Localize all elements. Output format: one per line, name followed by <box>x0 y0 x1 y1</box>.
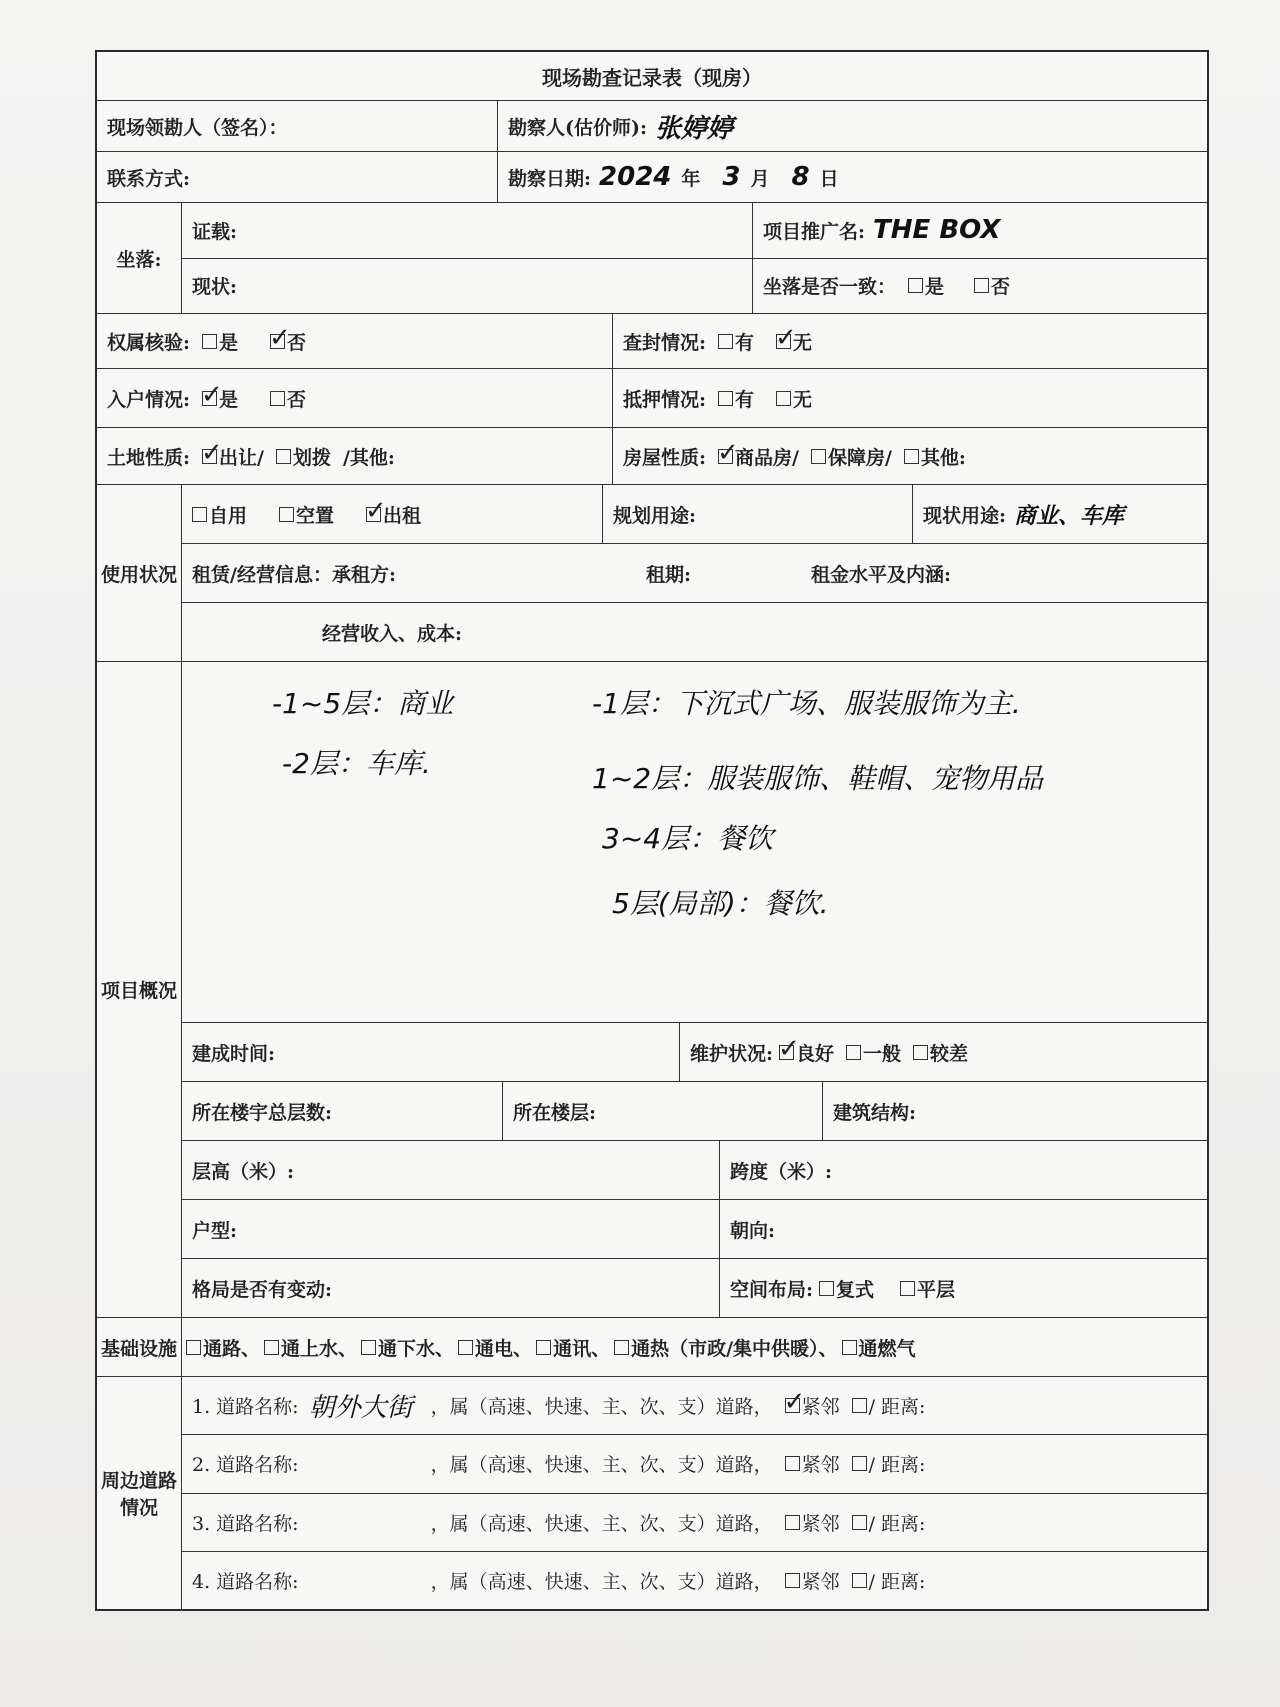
road-4-distance-label: / 距离: <box>868 1570 926 1593</box>
flat-label: 平层 <box>917 1278 956 1301</box>
total-floors-label: 所在楼宇总层数: <box>192 1101 333 1124</box>
floor-field[interactable] <box>502 1082 822 1140</box>
location-consistent-label: 坐落是否一致： <box>763 276 897 299</box>
road-4-prefix: 4. 道路名称: <box>192 1570 299 1593</box>
consistent-no-checkbox[interactable] <box>974 278 989 293</box>
layout-type-label: 户型: <box>192 1219 238 1242</box>
commercial-house-label: 商品房/ <box>735 446 799 469</box>
infra-road-label: 通路、 <box>203 1337 261 1360</box>
road-2-field <box>182 1435 1207 1492</box>
infra-telecom-checkbox[interactable] <box>536 1340 551 1355</box>
house-nature-field <box>612 428 1207 484</box>
note-garage: -2层：车库. <box>282 747 431 780</box>
normal-label: 一般 <box>863 1042 902 1065</box>
road-1-prefix: 1. 道路名称: <box>192 1396 299 1419</box>
maintenance-good-checkbox[interactable] <box>779 1045 794 1060</box>
land-nature-field <box>97 428 612 484</box>
project-name-label: 项目推广名: <box>763 220 866 243</box>
self-use-checkbox[interactable] <box>192 507 207 522</box>
infra-drainage-checkbox[interactable] <box>361 1340 376 1355</box>
none-label: 无 <box>793 388 813 411</box>
height-field[interactable] <box>182 1141 719 1199</box>
road-3-type: ，属（高速、快速、主、次、支）道路， <box>430 1512 773 1535</box>
road-1-type: ，属（高速、快速、主、次、支）道路， <box>430 1396 773 1419</box>
infra-water-supply-label: 通上水、 <box>281 1337 358 1360</box>
road-1-adjacent-label: 紧邻 <box>801 1396 840 1419</box>
road-4-type: ，属（高速、快速、主、次、支）道路， <box>430 1570 773 1593</box>
total-floors-field[interactable] <box>182 1082 502 1140</box>
infra-drainage-label: 通下水、 <box>378 1337 455 1360</box>
note-dining-3-4: 3~4层：餐饮 <box>602 822 774 855</box>
usage-label: 使用状况 <box>97 485 182 661</box>
cert-label: 证载: <box>192 220 238 243</box>
planned-use-field[interactable] <box>602 485 912 543</box>
entry-row <box>97 368 1207 427</box>
note-sunken-plaza: -1层：下沉式广场、服装服饰为主. <box>592 687 1021 720</box>
build-time-label: 建成时间: <box>192 1042 276 1065</box>
infra-power-checkbox[interactable] <box>458 1340 473 1355</box>
road-3-adjacent-checkbox[interactable] <box>785 1515 800 1530</box>
current-use-field[interactable] <box>912 485 1207 543</box>
entry-yes-checkbox[interactable] <box>202 391 217 406</box>
seizure-none-checkbox[interactable] <box>776 334 791 349</box>
road-4-field <box>182 1552 1207 1609</box>
transfer-label: 出让/ <box>219 446 264 469</box>
vacant-checkbox[interactable] <box>279 507 294 522</box>
orientation-label: 朝向: <box>730 1219 776 1242</box>
duplex-checkbox[interactable] <box>819 1281 834 1296</box>
other-house-label: 其他: <box>920 446 966 469</box>
good-label: 良好 <box>796 1042 835 1065</box>
yes-label: 是 <box>219 331 239 354</box>
income-field[interactable] <box>182 603 1207 661</box>
location-label: 坐落: <box>97 203 182 313</box>
allocate-label: 划拨 <box>292 446 331 469</box>
road-1-name[interactable]: 朝外大街 <box>308 1393 413 1424</box>
road-4-adjacent-checkbox[interactable] <box>785 1573 800 1588</box>
road-3-distance-label: / 距离: <box>868 1512 926 1535</box>
overview-group <box>97 661 1207 1317</box>
day-label: 日 <box>819 167 839 190</box>
contact-label: 联系方式: <box>107 167 191 190</box>
project-name-field[interactable] <box>752 203 1207 258</box>
duplex-label: 复式 <box>836 1278 875 1301</box>
rented-label: 出租 <box>383 504 422 527</box>
house-nature-label: 房屋性质: <box>623 446 707 469</box>
overview-notes-area[interactable] <box>182 662 1207 1022</box>
cert-location-field[interactable] <box>182 203 752 258</box>
surveyor-signature: 张婷婷 <box>655 113 734 144</box>
surveyor-field[interactable] <box>497 101 1207 151</box>
road-1-distance-label: / 距离: <box>868 1396 926 1419</box>
date-year: 2024 <box>599 162 672 192</box>
height-label: 层高（米）: <box>192 1160 295 1183</box>
no-label: 否 <box>991 276 1011 299</box>
survey-form <box>95 50 1209 1611</box>
layout-type-field[interactable] <box>182 1200 719 1258</box>
infra-road-checkbox[interactable] <box>186 1340 201 1355</box>
ownership-label: 权属核验: <box>107 331 191 354</box>
current-use-value: 商业、车库 <box>1014 503 1125 529</box>
other-land-label: /其他: <box>342 446 395 469</box>
month-label: 月 <box>750 167 770 190</box>
contact-row <box>97 151 1207 202</box>
seizure-have-checkbox[interactable] <box>718 334 733 349</box>
flat-checkbox[interactable] <box>900 1281 915 1296</box>
maintenance-poor-checkbox[interactable] <box>913 1045 928 1060</box>
road-3-distance-checkbox[interactable] <box>852 1515 867 1530</box>
build-time-field[interactable] <box>182 1023 679 1081</box>
road-1-adjacent-checkbox[interactable] <box>785 1398 800 1413</box>
entry-no-checkbox[interactable] <box>270 391 285 406</box>
road-2-distance-label: / 距离: <box>868 1454 926 1477</box>
infra-heating-checkbox[interactable] <box>614 1340 629 1355</box>
guide-row <box>97 100 1207 151</box>
rented-checkbox[interactable] <box>366 507 381 522</box>
no-label: 否 <box>287 388 307 411</box>
ownership-field <box>97 314 612 368</box>
yes-label: 是 <box>925 276 945 299</box>
consistent-yes-checkbox[interactable] <box>908 278 923 293</box>
title-row <box>97 52 1207 100</box>
lease-info-field[interactable] <box>182 544 1207 602</box>
mortgage-field <box>612 369 1207 427</box>
maintenance-field <box>679 1023 1207 1081</box>
have-label: 有 <box>735 388 755 411</box>
seizure-label: 查封情况: <box>623 331 707 354</box>
note-clothing: 1~2层：服装服饰、鞋帽、宠物用品 <box>592 762 1044 795</box>
road-2-prefix: 2. 道路名称: <box>192 1454 299 1477</box>
house-other-checkbox[interactable] <box>904 449 919 464</box>
infra-heating-label: 通热（市政/集中供暖）、 <box>631 1337 838 1360</box>
infra-power-label: 通电、 <box>475 1337 533 1360</box>
status-location-field[interactable] <box>182 259 752 314</box>
date-day: 8 <box>791 162 810 192</box>
ownership-row <box>97 313 1207 368</box>
house-commercial-checkbox[interactable] <box>718 449 733 464</box>
road-2-distance-checkbox[interactable] <box>852 1456 867 1471</box>
span-label: 跨度（米）: <box>730 1160 833 1183</box>
form-title: 现场勘查记录表（现房） <box>542 65 762 90</box>
road-4-adjacent-label: 紧邻 <box>801 1570 840 1593</box>
span-field[interactable] <box>719 1141 1207 1199</box>
affordable-house-label: 保障房/ <box>827 446 892 469</box>
status-label: 现状: <box>192 276 238 299</box>
year-label: 年 <box>681 167 701 190</box>
road-3-field <box>182 1494 1207 1551</box>
land-allocate-checkbox[interactable] <box>276 449 291 464</box>
road-2-adjacent-checkbox[interactable] <box>785 1456 800 1471</box>
road-3-adjacent-label: 紧邻 <box>801 1512 840 1535</box>
road-group <box>97 1376 1207 1609</box>
infra-telecom-label: 通讯、 <box>553 1337 611 1360</box>
road-2-type: ，属（高速、快速、主、次、支）道路， <box>430 1454 773 1477</box>
infrastructure-options <box>182 1318 1207 1376</box>
guide-label: 现场领勘人（签名）： <box>107 116 288 139</box>
maintenance-normal-checkbox[interactable] <box>846 1045 861 1060</box>
date-label: 勘察日期: <box>508 167 592 190</box>
layout-change-label: 格局是否有变动: <box>192 1278 333 1301</box>
current-use-label: 现状用途: <box>923 504 1007 527</box>
land-nature-label: 土地性质: <box>107 446 191 469</box>
guide-signature-field[interactable] <box>97 101 497 151</box>
space-layout-label: 空间布局: <box>730 1278 814 1301</box>
mortgage-have-checkbox[interactable] <box>718 391 733 406</box>
mortgage-none-checkbox[interactable] <box>776 391 791 406</box>
income-label: 经营收入、成本: <box>322 622 463 645</box>
infra-water-supply-checkbox[interactable] <box>264 1340 279 1355</box>
overview-label: 项目概况 <box>97 662 182 1317</box>
road-1-distance-checkbox[interactable] <box>852 1398 867 1413</box>
infrastructure-row <box>97 1317 1207 1376</box>
lease-term-label: 租期: <box>645 563 691 586</box>
road-4-distance-checkbox[interactable] <box>852 1573 867 1588</box>
none-label: 无 <box>793 331 813 354</box>
yes-label: 是 <box>219 388 239 411</box>
land-row <box>97 427 1207 484</box>
project-name-value: THE BOX <box>873 215 1001 246</box>
note-floors-commercial: -1~5层：商业 <box>272 687 454 720</box>
vacant-label: 空置 <box>296 504 335 527</box>
seizure-field <box>612 314 1207 368</box>
survey-date-field[interactable] <box>497 152 1207 202</box>
usage-group <box>97 484 1207 661</box>
rent-label: 租金水平及内涵: <box>810 563 951 586</box>
date-month: 3 <box>722 162 741 192</box>
usage-options <box>182 485 602 543</box>
location-group <box>97 202 1207 313</box>
note-dining-5: 5层(局部)：餐饮. <box>612 887 829 920</box>
layout-change-field[interactable] <box>182 1259 719 1317</box>
location-consistent-field <box>752 259 1207 314</box>
land-transfer-checkbox[interactable] <box>202 449 217 464</box>
poor-label: 较差 <box>930 1042 969 1065</box>
maintenance-label: 维护状况: <box>690 1042 774 1065</box>
road-3-prefix: 3. 道路名称: <box>192 1512 299 1535</box>
road-1-field <box>182 1377 1207 1434</box>
contact-field[interactable] <box>97 152 497 202</box>
no-label: 否 <box>287 331 307 354</box>
entry-field <box>97 369 612 427</box>
structure-label: 建筑结构: <box>833 1101 917 1124</box>
road-2-adjacent-label: 紧邻 <box>801 1454 840 1477</box>
ownership-yes-checkbox[interactable] <box>202 334 217 349</box>
entry-label: 入户情况: <box>107 388 191 411</box>
self-use-label: 自用 <box>209 504 248 527</box>
have-label: 有 <box>735 331 755 354</box>
mortgage-label: 抵押情况: <box>623 388 707 411</box>
infra-gas-label: 通燃气 <box>858 1337 916 1360</box>
space-layout-field <box>719 1259 1207 1317</box>
structure-field[interactable] <box>822 1082 1207 1140</box>
floor-label: 所在楼层: <box>513 1101 597 1124</box>
house-affordable-checkbox[interactable] <box>811 449 826 464</box>
infrastructure-label: 基础设施 <box>97 1318 182 1376</box>
surveyor-label: 勘察人(估价师): <box>508 116 647 139</box>
planned-use-label: 规划用途: <box>613 504 697 527</box>
ownership-no-checkbox[interactable] <box>270 334 285 349</box>
orientation-field[interactable] <box>719 1200 1207 1258</box>
road-label: 周边道路情况 <box>97 1377 182 1609</box>
infra-gas-checkbox[interactable] <box>842 1340 857 1355</box>
lease-label: 租赁/经营信息：承租方: <box>192 563 396 586</box>
